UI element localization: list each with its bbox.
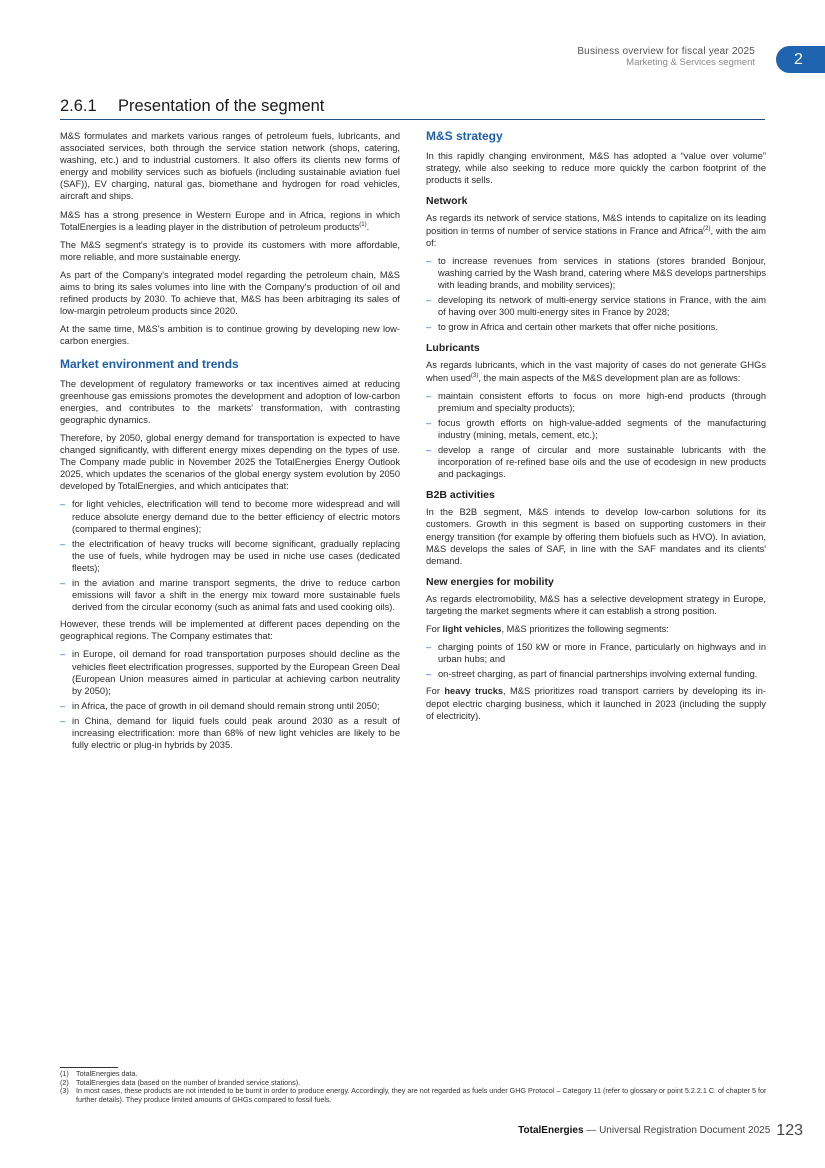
chapter-number-tab: 2	[776, 46, 825, 73]
list-item: – developing its network of multi-energy service stations in France, with the aim of having over 300 multi-energy sites in France by 2028;	[426, 294, 766, 318]
paragraph: M&S has a strong presence in Western Europe and in Africa, regions in which TotalEnergies is a leading player in the distribution of petroleum products$^{(1)}$.	[60, 209, 400, 232]
footnote-ref: (2)	[703, 225, 711, 232]
bullet-list	[426, 641, 766, 680]
heading-new-energies: New energies for mobility	[426, 575, 554, 588]
paragraph: For light vehicles, M&S prioritizes the following segments:	[426, 624, 669, 635]
footnote-divider	[60, 1067, 118, 1068]
running-header	[577, 46, 755, 68]
bullet-list	[60, 648, 400, 751]
paragraph: As regards its network of service stations, M&S intends to capitalize on its leading position in terms of number of service stations in France and Africa$^{(2)}$, with the aim of:	[426, 213, 766, 248]
heading-b2b: B2B activities	[426, 489, 495, 502]
bullet-list	[426, 390, 766, 481]
heading-strategy: M&S strategy	[426, 129, 503, 143]
footnote-ref: (1)	[359, 221, 367, 228]
footnote: (3) In most cases, these products are not intended to be burnt in order to produce energy. Accordingly, they are not regarded as fuels under GHG Protocol – Category 11 (refer to glossary or point 5.2.2.1 C. of chapter 5 for further details). They produce limited amounts of GHGs compared to fossil fuels.	[60, 1086, 767, 1104]
section-heading	[60, 97, 765, 120]
list-item: – the electrification of heavy trucks will become significant, gradually replacing the use of fuels, while hydrogen may be used in niche use cases (dedicated fleets);	[60, 538, 400, 574]
section-title: Presentation of the segment	[118, 97, 325, 115]
paragraph: M&S formulates and markets various ranges of petroleum fuels, lubricants, and associated services, both through the service station network (shops, catering, washing, etc.) and to industrial customers. It also offers its clients new forms of energy and mobility services such as biofuels (including sustainable aviation fuel (SAF)), EV charging, natural gas, biomethane and hydrogen for road vehicles, aircraft and ships.	[60, 131, 400, 202]
list-item: – to increase revenues from services in stations (stores branded Bonjour, washing carried by the Wash brand, catering where M&S develops partnerships with leading brands, and mobility services);	[426, 255, 766, 291]
heading-network: Network	[426, 195, 468, 208]
header-chapter-title: Business overview for fiscal year 2025	[577, 46, 755, 57]
right-column	[426, 130, 766, 728]
left-column	[60, 130, 400, 756]
heading-market-environment: Market environment and trends	[60, 356, 239, 371]
paragraph: The development of regulatory frameworks or tax incentives aimed at reducing greenhouse gas emissions promotes the development and adoption of low-carbon energies, and contributes to the markets' transformation, with contrasting geographic dynamics.	[60, 378, 400, 425]
footnote: (1) TotalEnergies data.	[60, 1069, 138, 1078]
section-number: 2.6.1	[60, 97, 97, 115]
list-item: – to grow in Africa and certain other markets that offer niche positions.	[426, 321, 766, 333]
list-item: – in Africa, the pace of growth in oil demand should remain strong until 2050;	[60, 700, 400, 712]
paragraph: As part of the Company's integrated model regarding the petroleum chain, M&S aims to bring its sales volumes into line with the Company's production of oil and refined products by 2030. To achieve that, M&S has been arbitraging its sales of low-margin petroleum products since 2020.	[60, 269, 400, 317]
footer-brand: TotalEnergies	[518, 1125, 584, 1136]
paragraph: However, these trends will be implemented at different paces depending on the geographical regions. The Company estimates that:	[60, 619, 400, 642]
page-footer	[518, 1122, 803, 1140]
paragraph: In the B2B segment, M&S intends to develop low-carbon solutions for its customers. Growth in this segment is based on supporting customers in their energy transition (for example by offering them biofuels such as HVO). In aviation, M&S develops the sales of SAF, in line with the SAF mandates and its clients' demand.	[426, 507, 766, 566]
list-item: – develop a range of circular and more sustainable lubricants with the incorporation of re-refined base oils and the use of ecodesign in new products and packagings.	[426, 444, 766, 480]
paragraph: For heavy trucks, M&S prioritizes road transport carriers by developing its in-depot electric charging business, which it launched in 2023 (including the supply of electricity).	[426, 686, 766, 721]
footnotes	[60, 1070, 770, 1104]
list-item: – in Europe, oil demand for road transportation purposes should decline as the vehicles fleet electrification progresses, supported by the European Green Deal (European Union measures aimed in particular at achieving carbon neutrality by 2050);	[60, 648, 400, 696]
list-item: – in the aviation and marine transport segments, the drive to reduce carbon emissions will favor a shift in the energy mix toward more sustainable fuels derived from the circular economy (such as animal fats and used cooking oils).	[60, 577, 400, 613]
list-item: – for light vehicles, electrification will tend to become more widespread and will reduce absolute energy demand due to the better efficiency of electric motors (compared to thermal engines);	[60, 498, 400, 534]
paragraph: The M&S segment's strategy is to provide its customers with more affordable, more reliable, and more sustainable energy.	[60, 239, 400, 262]
list-item: – in China, demand for liquid fuels could peak around 2030 as a result of increasing electrification: more than 68% of new light vehicles are likely to be fully electric or plug-in hybrids by 2035.	[60, 715, 400, 751]
list-item: – maintain consistent efforts to focus on more high-end products (through premium and specialty products);	[426, 390, 766, 414]
footer-document: — Universal Registration Document 2025	[583, 1125, 771, 1136]
list-item: – on-street charging, as part of financial partnerships involving external funding.	[426, 668, 766, 680]
page-number: 123	[776, 1122, 803, 1139]
paragraph: In this rapidly changing environment, M&S has adopted a “value over volume” strategy, while also seeking to reduce more quickly the carbon footprint of the products it sells.	[426, 151, 766, 186]
list-item: – focus growth efforts on high-value-added segments of the manufacturing industry (mining, metals, cement, etc.);	[426, 417, 766, 441]
paragraph: As regards lubricants, which in the vast majority of cases do not generate GHGs when used$^{(3)}$, the main aspects of the M&S development plan are as follows:	[426, 360, 766, 383]
footnote-ref: (3)	[470, 372, 479, 379]
heading-lubricants: Lubricants	[426, 342, 480, 355]
bullet-list	[60, 498, 400, 613]
list-item: – charging points of 150 kW or more in France, particularly on highways and in urban hubs; and	[426, 641, 766, 665]
header-section-title: Marketing & Services segment	[626, 57, 755, 68]
footnote: (2) TotalEnergies data (based on the number of branded service stations).	[60, 1077, 301, 1087]
paragraph: As regards electromobility, M&S has a selective development strategy in Europe, targeting the market segments where it can establish a strong position.	[426, 593, 766, 616]
bullet-list	[426, 255, 766, 334]
paragraph: At the same time, M&S's ambition is to continue growing by developing new low-carbon energies.	[60, 324, 400, 347]
paragraph: Therefore, by 2050, global energy demand for transportation is expected to have changed significantly, with different energy mixes depending on the types of use. The Company made public in November 2025 the TotalEnergies Energy Outlook 2025, which updates the scenarios of the global energy system evolution by 2050 developed by TotalEnergies, and which anticipates that:	[60, 432, 400, 492]
